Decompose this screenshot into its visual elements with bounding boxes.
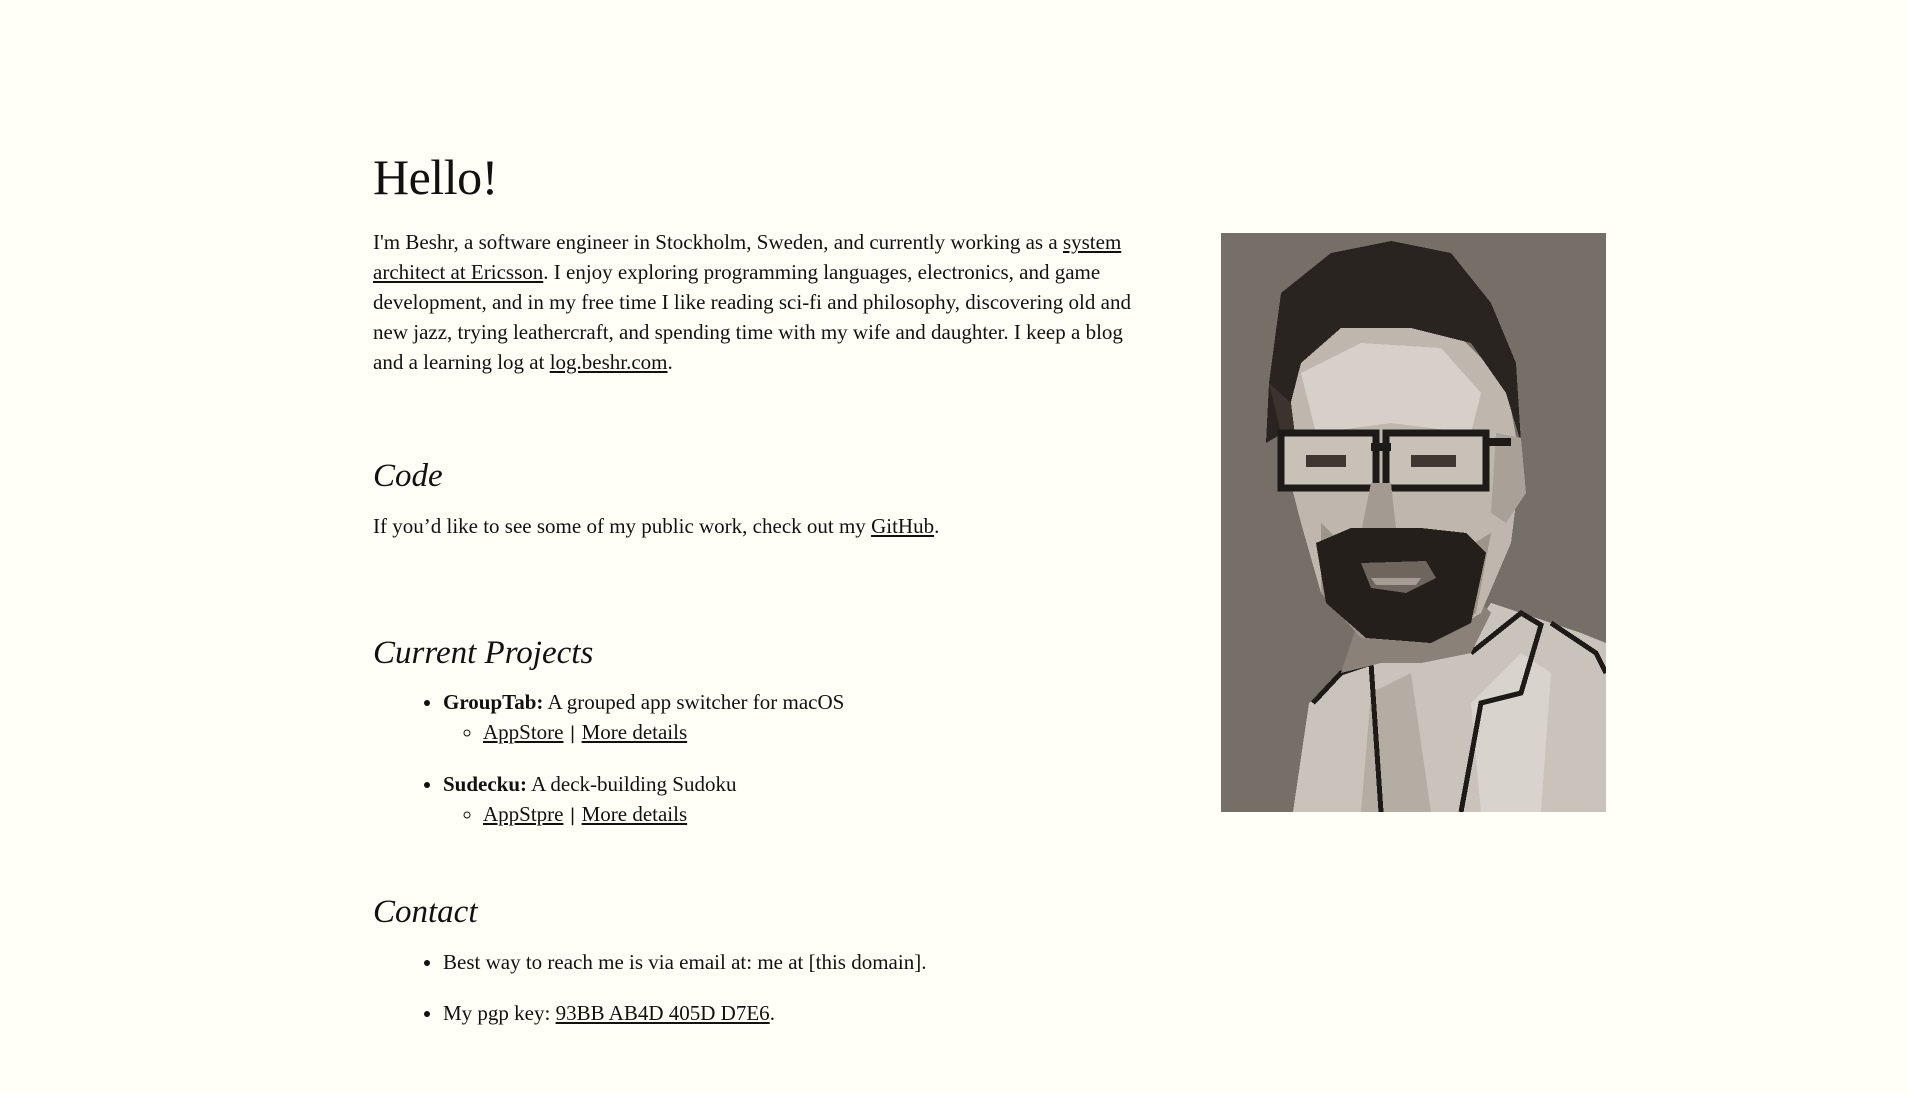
pgp-key-link[interactable]: 93BB AB4D 405D D7E6 xyxy=(555,1000,770,1025)
projects-section xyxy=(373,634,1143,832)
code-paragraph xyxy=(373,511,1143,541)
project-links xyxy=(443,717,1143,749)
link-separator: | xyxy=(569,723,576,745)
pgp-label: My pgp key: xyxy=(443,1000,556,1025)
project-item-sudecku xyxy=(443,769,1143,831)
more-details-link[interactable]: More details xyxy=(581,802,688,827)
intro-text-end: . xyxy=(667,350,673,374)
appstore-link[interactable]: AppStpre xyxy=(483,802,564,827)
project-links xyxy=(443,799,1143,831)
github-link[interactable]: GitHub xyxy=(871,513,935,538)
contact-pgp-item xyxy=(443,998,1143,1028)
project-name: GroupTab: xyxy=(443,690,544,715)
contact-heading: Contact xyxy=(373,894,478,931)
contact-email-item: • Best way to reach me is via email at: me at [this domain]. xyxy=(443,947,1143,977)
page-title: Hello! xyxy=(373,149,498,205)
main-content xyxy=(373,150,1143,1049)
more-details-link[interactable]: More details xyxy=(581,720,688,745)
appstore-link[interactable]: AppStore xyxy=(483,720,564,745)
projects-list xyxy=(373,687,1143,831)
intro-text-start: I'm Beshr, a software engineer in Stockholm, Sweden, and currently working as a xyxy=(373,230,1063,254)
code-text-end: . xyxy=(934,513,940,538)
code-text: If you’d like to see some of my public work, check out my xyxy=(373,513,872,538)
intro-paragraph xyxy=(373,227,1143,377)
contact-section xyxy=(373,893,1143,1028)
project-description: A deck-building Sudoku xyxy=(527,772,737,797)
project-description: A grouped app switcher for macOS xyxy=(543,690,845,715)
project-links-item xyxy=(483,717,1143,749)
projects-heading: Current Projects xyxy=(373,634,594,671)
pgp-text-end: . xyxy=(769,1000,775,1025)
project-links-item xyxy=(483,799,1143,831)
code-heading: Code xyxy=(373,458,443,494)
blog-link[interactable]: log.beshr.com xyxy=(549,350,668,374)
project-item-grouptab xyxy=(443,687,1143,749)
code-section xyxy=(373,457,1143,541)
intro-text-middle: . I enjoy exploring programming languages, electronics, and game development, and in my free time I like reading sci-fi and philosophy, discovering old and new jazz, trying leathercraft, and spending time with my wife and daughter. I keep a blog and a learning log at xyxy=(373,260,1131,374)
pixel-portrait-illustration xyxy=(1221,233,1606,812)
portrait-image xyxy=(1221,233,1606,812)
link-separator: | xyxy=(569,805,576,827)
ericsson-link[interactable]: system architect at Ericsson xyxy=(373,230,1122,284)
contact-list xyxy=(373,947,1143,1028)
project-name: Sudecku: xyxy=(443,772,528,797)
